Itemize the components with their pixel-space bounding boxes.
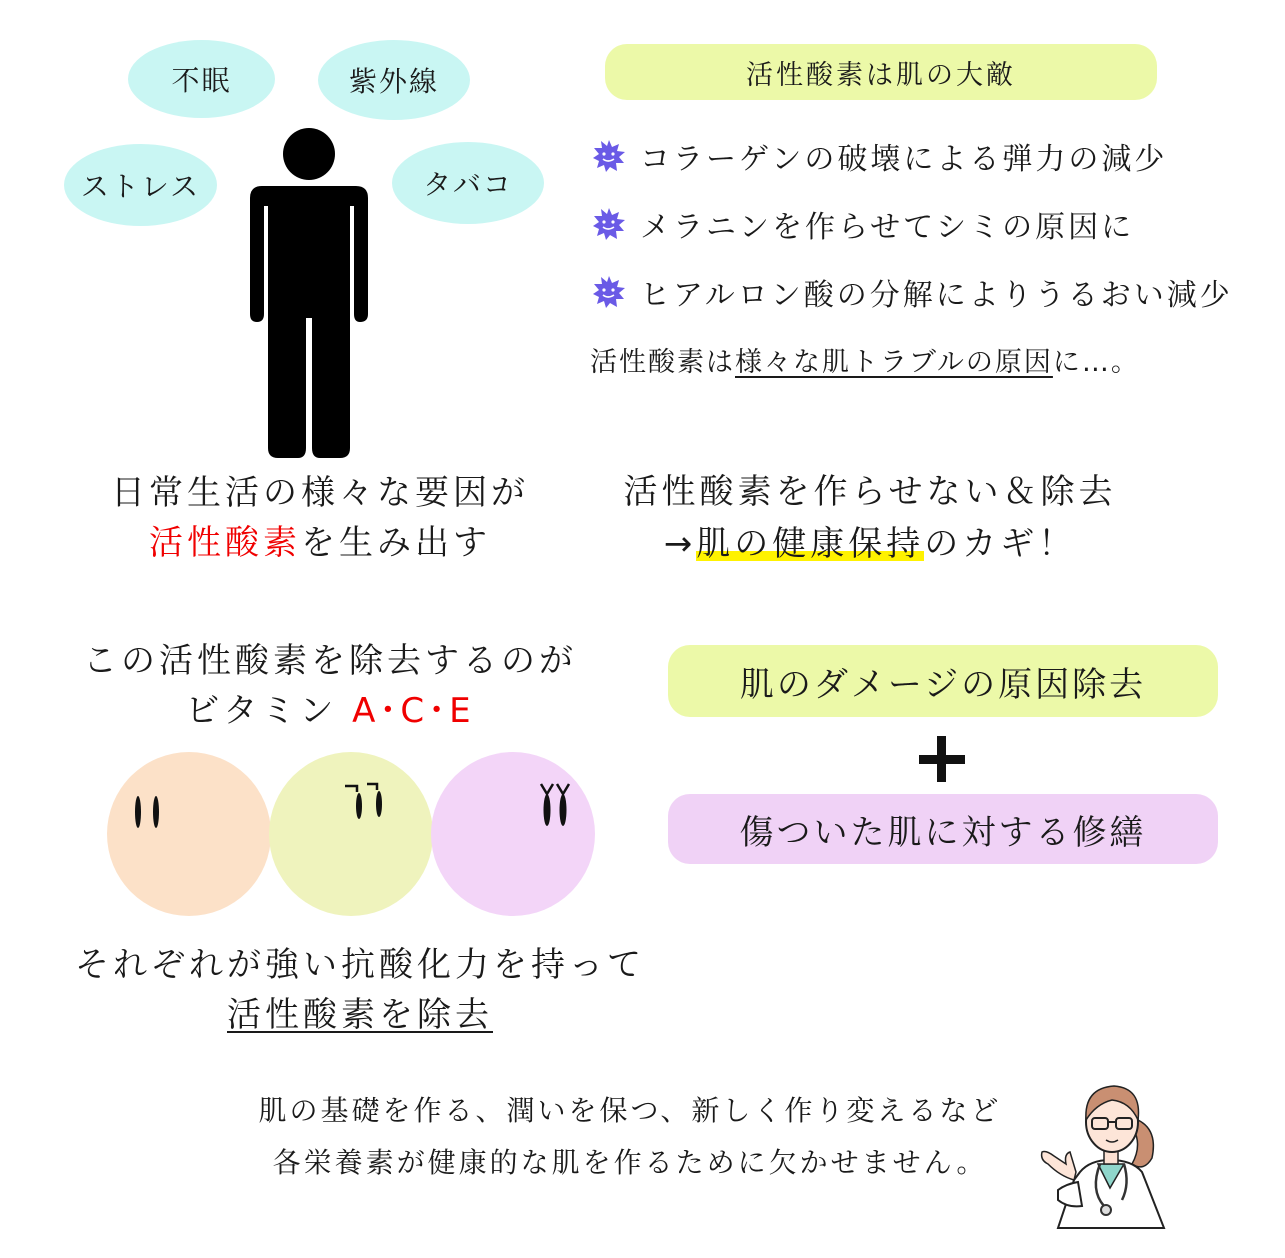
footer-line1: 肌の基礎を作る、潤いを保つ、新しく作り変えるなど: [258, 1094, 1002, 1127]
enemy-bullet-2-text: メラニンを作らせてシミの原因に: [640, 210, 1135, 245]
key-message-rest: のカギ！: [924, 524, 1077, 564]
enemy-summary-underlined: 様々な肌トラブルの原因: [735, 347, 1053, 378]
solution-box-2: 傷ついた肌に対する修繕: [668, 794, 1218, 864]
vitamins-intro-line2: [60, 686, 600, 736]
vitamin-a-character: [107, 752, 271, 916]
cause-bubble-tobacco: タバコ: [392, 142, 544, 224]
enemy-bullet-1: [592, 134, 1167, 178]
key-message-highlight: 肌の健康保持: [696, 524, 925, 564]
enemy-title-pill: 活性酸素は肌の大敵: [605, 44, 1157, 100]
cause-bubble-stress: ストレス: [64, 144, 217, 226]
solution-box-1: 肌のダメージの原因除去: [668, 645, 1218, 717]
cause-bubble-insomnia: 不眠: [128, 40, 275, 118]
vitamins-caption-line2: [50, 990, 670, 1040]
enemy-bullet-3: [592, 270, 1233, 314]
vitamins-intro: [60, 636, 600, 736]
arrow-icon: →: [663, 524, 697, 564]
eye-icon: [135, 796, 141, 828]
eyes-with-lashes-icon: [533, 780, 583, 832]
vitamin-e-character: [431, 752, 595, 916]
plus-icon: [919, 736, 965, 782]
enemy-summary-post: に…。: [1052, 347, 1140, 378]
person-silhouette-icon: [248, 128, 370, 458]
vitamins-caption: [50, 940, 670, 1040]
eyes-with-brows-icon: [343, 780, 393, 828]
footer-line2: 各栄養素が健康的な肌を作るために欠かせません。: [272, 1146, 988, 1179]
enemy-bullet-1-text: コラーゲンの破壊による弾力の減少: [640, 142, 1168, 177]
cause-bubble-uv: 紫外線: [318, 40, 470, 120]
causes-caption-line2: [60, 518, 580, 568]
enemy-summary: [590, 340, 1140, 379]
doctor-illustration-icon: [1030, 1060, 1190, 1230]
free-radical-icon: [592, 139, 626, 173]
key-message: [600, 466, 1140, 570]
causes-caption: [60, 468, 580, 568]
enemy-summary-pre: 活性酸素は: [590, 347, 735, 378]
key-message-line2: [600, 518, 1140, 570]
vitamins-caption-underlined: 活性酸素を除去: [227, 995, 493, 1035]
footer-text: [200, 1085, 1060, 1189]
enemy-bullet-2: [592, 202, 1134, 246]
causes-caption-red: 活性酸素: [149, 523, 301, 563]
vitamin-c-character: [269, 752, 433, 916]
causes-caption-line1: 日常生活の様々な要因が: [111, 473, 529, 513]
free-radical-icon: [592, 275, 626, 309]
vitamins-caption-line1: それぞれが強い抗酸化力を持って: [75, 945, 645, 985]
causes-caption-rest: を生み出す: [301, 523, 491, 563]
enemy-bullet-3-text: ヒアルロン酸の分解によりうるおい減少: [640, 278, 1233, 313]
vitamins-ace: A･C･E: [352, 691, 475, 731]
eye-icon: [153, 796, 159, 828]
free-radical-icon: [592, 207, 626, 241]
key-message-line1: 活性酸素を作らせない＆除去: [623, 472, 1117, 512]
vitamins-intro-pre: ビタミン: [185, 691, 338, 731]
vitamins-intro-line1: この活性酸素を除去するのが: [83, 641, 577, 681]
